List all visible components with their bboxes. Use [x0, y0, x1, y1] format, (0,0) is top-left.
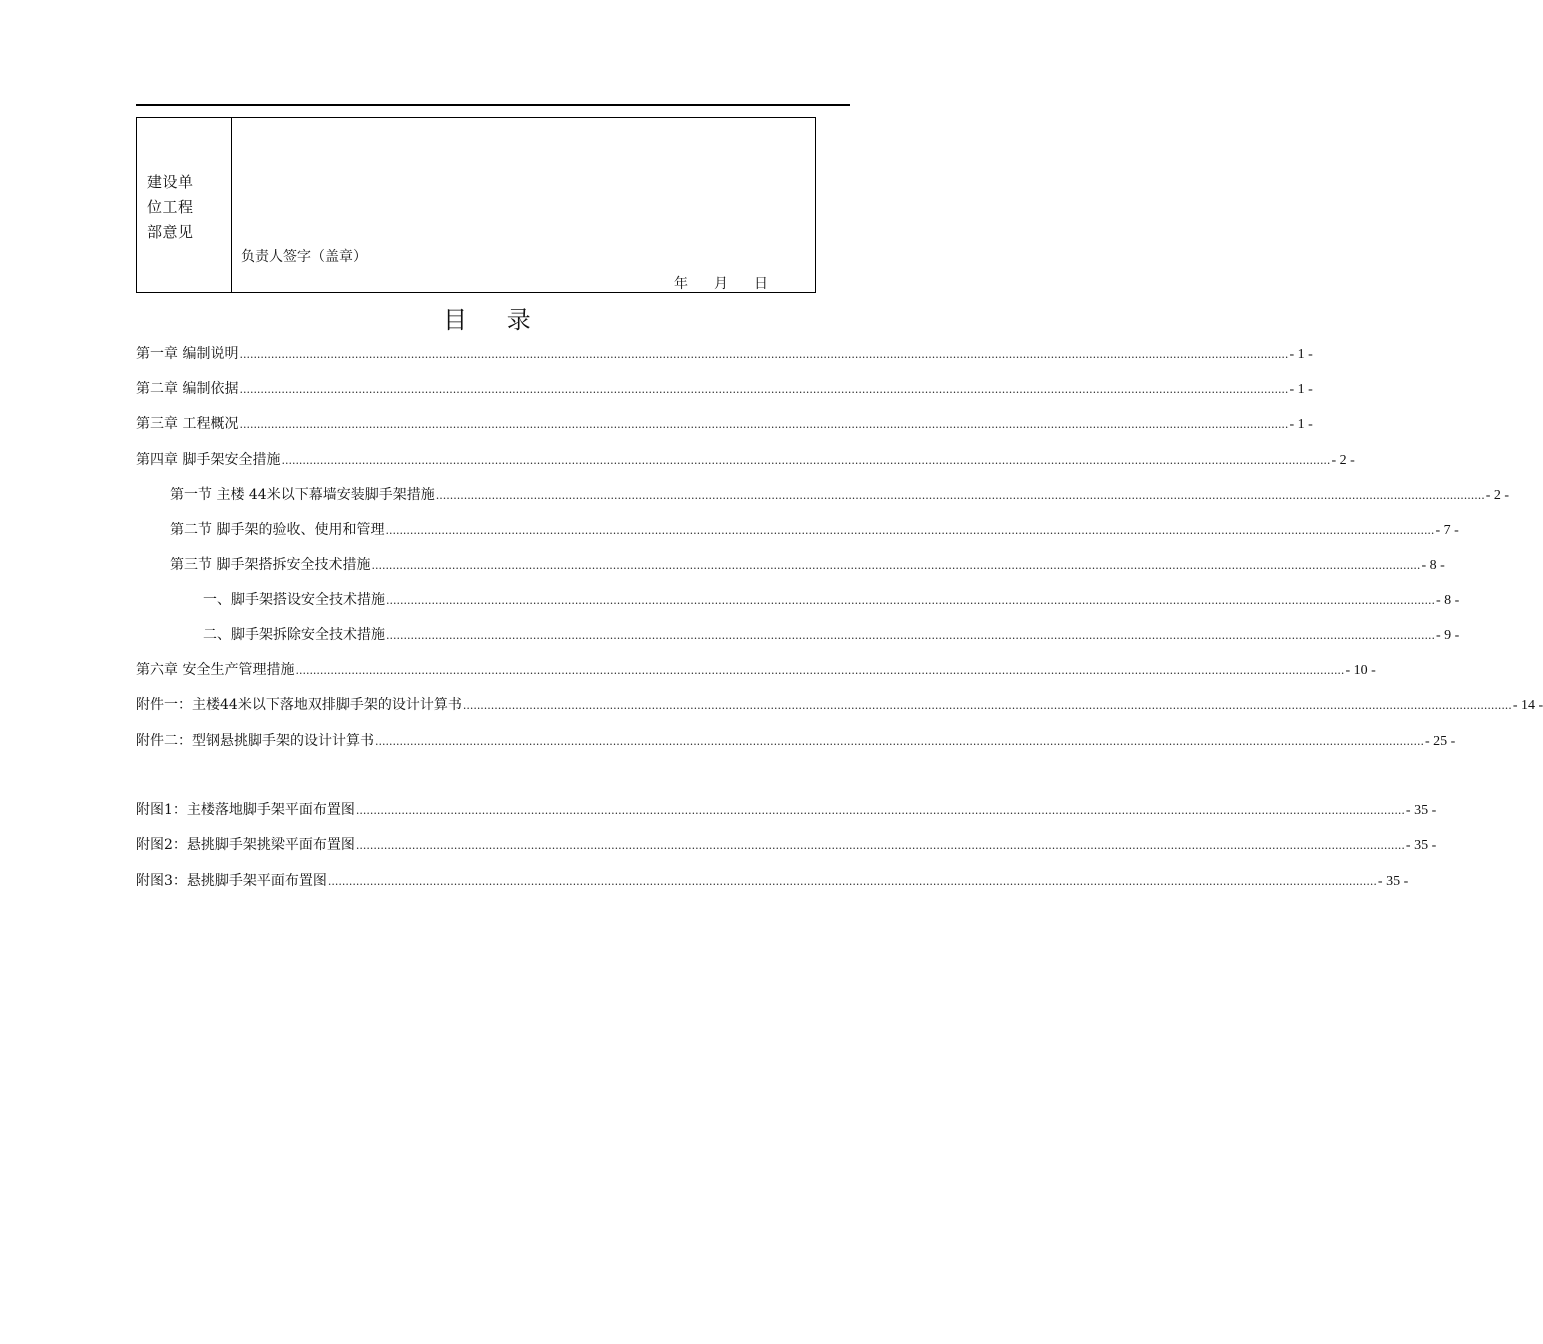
toc-entry-text: 附图3：悬挑脚手架平面布置图 [136, 873, 327, 889]
toc-entry[interactable] [136, 833, 1437, 857]
date-month-label: 月 [714, 276, 728, 292]
header-rule [136, 104, 850, 106]
toc-entry-text: 附件一：主楼44米以下落地双排脚手架的设计计算书 [136, 697, 462, 713]
toc-entry-page: - 14 - [1512, 698, 1543, 713]
toc-leader-dots: ............................................................................................................................................................................................................................................................................................................ [281, 454, 1331, 467]
toc-entry[interactable] [136, 798, 1437, 822]
signature-label: 负责人签字（盖章） [241, 249, 367, 265]
toc-leader-dots: ............................................................................................................................................................................................................................................................................................................ [385, 524, 1435, 537]
toc-leader-dots: ............................................................................................................................................................................................................................................................................................................ [239, 383, 1289, 396]
toc-leader-dots: ............................................................................................................................................................................................................................................................................................................ [295, 664, 1345, 677]
toc-leader-dots: ............................................................................................................................................................................................................................................................................................................ [375, 735, 1424, 748]
toc-entry-page: - 8 - [1421, 558, 1445, 573]
toc-leader-dots: ............................................................................................................................................................................................................................................................................................................ [386, 629, 1435, 642]
approval-label-cell [137, 118, 232, 292]
toc-leader-dots: ............................................................................................................................................................................................................................................................................................................ [386, 594, 1435, 607]
toc-entry-page: - 1 - [1289, 382, 1313, 397]
toc-entry-text: 第二节 脚手架的验收、使用和管理 [170, 522, 385, 538]
toc-entry-page: - 1 - [1289, 417, 1313, 432]
toc-entry[interactable] [136, 377, 1313, 401]
toc-entry-page: - 8 - [1435, 593, 1460, 608]
toc-leader-dots: ............................................................................................................................................................................................................................................................................................................ [462, 699, 1512, 712]
date-row [674, 273, 768, 293]
toc-entry[interactable] [136, 869, 1409, 893]
toc-entry[interactable] [136, 693, 1543, 717]
toc-entry-text: 第三节 脚手架搭拆安全技术措施 [170, 557, 371, 573]
toc-entry-page: - 2 - [1331, 453, 1355, 468]
toc-entry-page: - 2 - [1485, 488, 1510, 503]
toc-entry[interactable] [136, 412, 1313, 436]
approval-table [136, 117, 816, 293]
toc-entry-page: - 1 - [1289, 347, 1313, 362]
toc-entry-text: 附件二：型钢悬挑脚手架的设计计算书 [136, 733, 374, 749]
toc-entry-text: 第四章 脚手架安全措施 [136, 452, 281, 468]
toc-entry-text: 第六章 安全生产管理措施 [136, 662, 295, 678]
toc-entry-text: 二、脚手架拆除安全技术措施 [203, 627, 385, 643]
toc-entry[interactable] [203, 588, 1460, 612]
toc-leader-dots: ............................................................................................................................................................................................................................................................................................................ [355, 804, 1405, 817]
toc-leader-dots: ............................................................................................................................................................................................................................................................................................................ [435, 489, 1485, 502]
toc-entry[interactable] [136, 448, 1355, 472]
toc-entry[interactable] [170, 553, 1445, 577]
toc-title: 目 录 [443, 306, 547, 334]
date-day-label: 日 [754, 276, 768, 292]
toc-entry-text: 第二章 编制依据 [136, 381, 239, 397]
toc-entry-page: - 35 - [1377, 874, 1409, 889]
toc-entry-page: - 9 - [1435, 628, 1460, 643]
toc-entry-text: 附图2：悬挑脚手架挑梁平面布置图 [136, 837, 355, 853]
approval-label-line: 部意见 [147, 223, 194, 241]
toc-entry[interactable] [136, 729, 1456, 753]
toc-entry-text: 附图1：主楼落地脚手架平面布置图 [136, 802, 355, 818]
toc-leader-dots: ............................................................................................................................................................................................................................................................................................................ [355, 839, 1405, 852]
toc-entry-page: - 10 - [1345, 663, 1376, 678]
toc-entry[interactable] [170, 483, 1510, 507]
toc-entry-page: - 35 - [1405, 838, 1437, 853]
toc-leader-dots: ............................................................................................................................................................................................................................................................................................................ [239, 348, 1289, 361]
toc-entry[interactable] [170, 518, 1459, 542]
approval-label-line: 位工程 [147, 198, 194, 216]
toc-entry-page: - 7 - [1435, 523, 1459, 538]
toc-leader-dots: ............................................................................................................................................................................................................................................................................................................ [239, 418, 1289, 431]
toc-entry[interactable] [203, 623, 1460, 647]
approval-label-line: 建设单 [147, 173, 194, 191]
toc-entry-text: 第三章 工程概况 [136, 416, 239, 432]
toc-entry-text: 第一节 主楼 44米以下幕墙安装脚手架措施 [170, 487, 435, 503]
toc-leader-dots: ............................................................................................................................................................................................................................................................................................................ [371, 559, 1421, 572]
approval-label [147, 170, 207, 245]
toc-entry-page: - 25 - [1424, 734, 1456, 749]
toc-leader-dots: ............................................................................................................................................................................................................................................................................................................ [327, 875, 1377, 888]
toc-entry[interactable] [136, 658, 1376, 682]
toc-entry-text: 第一章 编制说明 [136, 346, 239, 362]
date-year-label: 年 [674, 276, 688, 292]
toc-entry[interactable] [136, 342, 1313, 366]
toc-entry-text: 一、脚手架搭设安全技术措施 [203, 592, 385, 608]
toc-entry-page: - 35 - [1405, 803, 1437, 818]
